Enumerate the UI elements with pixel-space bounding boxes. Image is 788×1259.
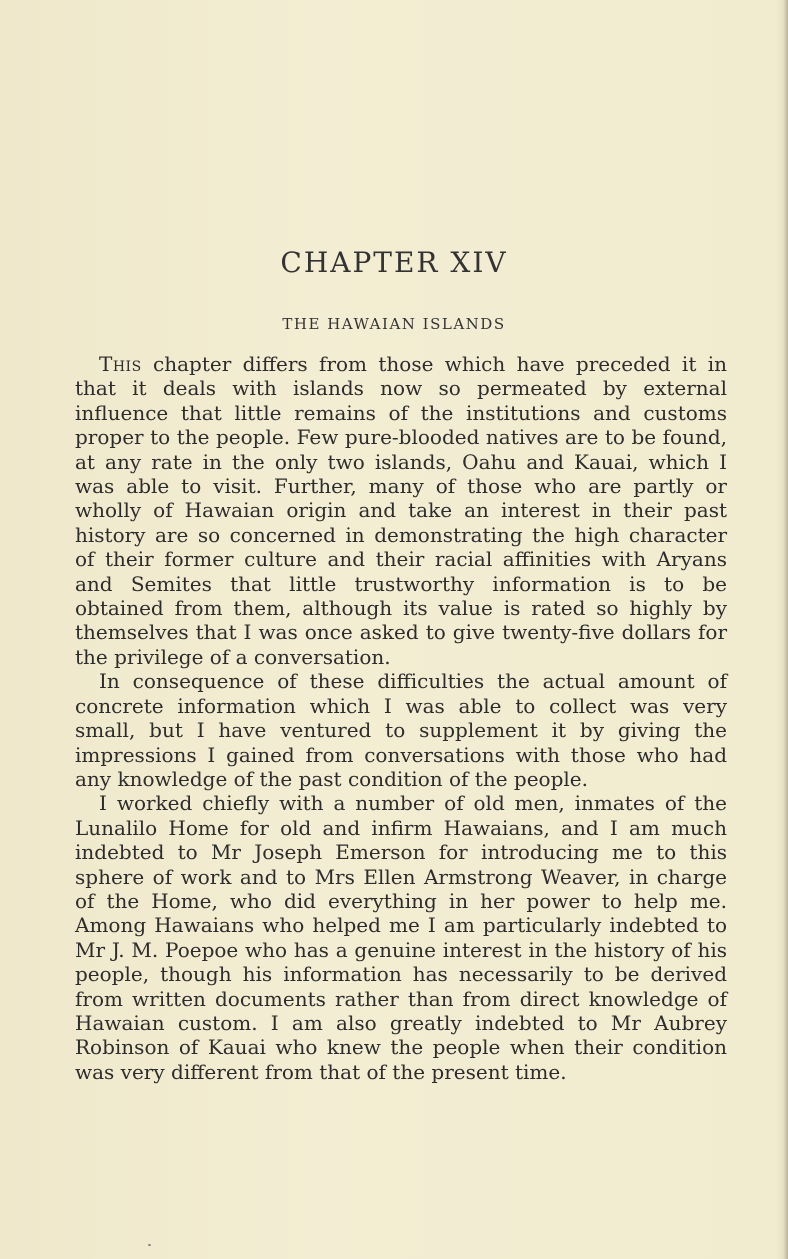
paragraph-1-lead: This <box>99 352 142 376</box>
paragraph-1-text: chapter differs from those which have preceded it in that it deals with islands now so permeated by external influence that little remains of the institutions and customs proper to the people. Few pure-blooded natives are to be found, at any rate in the only two islands, Oahu and Kauai, which I was able to visit. Further, many of those who are partly or wholly of Hawaian origin and take an interest in their past history are so concerned in demonstrating the high character of their former culture and their racial affinities with Aryans and Semites that little trustworthy information is to be obtained from them, although its value is rated so highly by themselves that I was once asked to give twenty-five dollars for the privilege of a conversation. <box>75 352 727 669</box>
scan-speck <box>148 1244 151 1246</box>
chapter-title: CHAPTER XIV <box>280 246 508 279</box>
body-text <box>75 352 727 1084</box>
page-edge-shadow <box>776 0 788 1259</box>
paragraph-2: In consequence of these difficulties the actual amount of concrete information which I was able to collect was very small, but I have ventured to supplement it by giving the impressions I gained from conversations with those who had any knowledge of the past condition of the people. <box>75 669 727 791</box>
section-title: THE HAWAIAN ISLANDS <box>282 315 506 333</box>
paragraph-1 <box>75 352 727 669</box>
paragraph-3: I worked chiefly with a number of old men, inmates of the Lunalilo Home for old and infirm Hawaians, and I am much indebted to Mr Joseph Emerson for introducing me to this sphere of work and to Mrs Ellen Armstrong Weaver, in charge of the Home, who did everything in her power to help me. Among Hawaians who helped me I am particularly indebted to Mr J. M. Poepoe who has a genuine interest in the history of his people, though his information has necessarily to be derived from written documents rather than from direct knowledge of Hawaian custom. I am also greatly indebted to Mr Aubrey Robinson of Kauai who knew the people when their condition was very different from that of the present time. <box>75 791 727 1084</box>
